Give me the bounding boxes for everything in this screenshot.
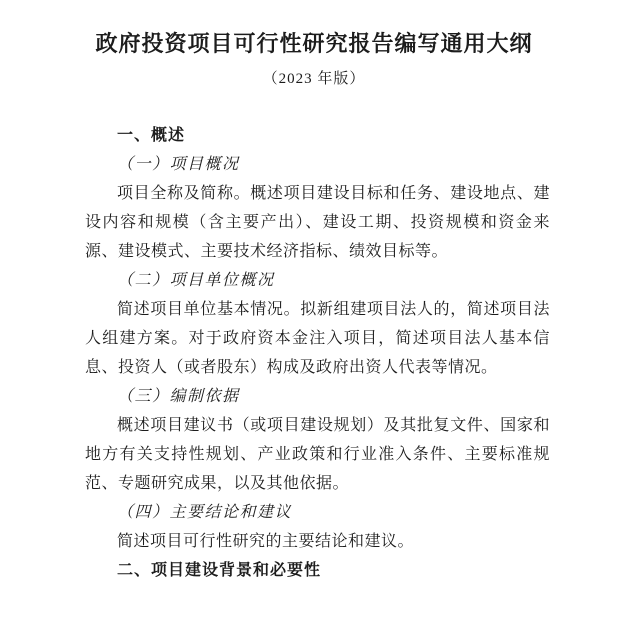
doc-title: 政府投资项目可行性研究报告编写通用大纲: [95, 31, 533, 56]
subsection-heading-compilation-basis: （三）编制依据: [117, 388, 240, 405]
doc-edition-subtitle: （2023 年版）: [262, 71, 366, 87]
subsection-heading-project-overview: （一）项目概况: [117, 156, 240, 173]
paragraph-unit-overview: 简述项目单位基本情况。拟新组建项目法人的，简述项目法人组建方案。对于政府资本金注入项目，简述项目法人基本信息、投资人（或者股东）构成及政府出资人代表等情况。: [85, 301, 550, 376]
doc-body: [85, 121, 550, 585]
section-heading-background: 二、项目建设背景和必要性: [117, 562, 322, 579]
document-page: [0, 31, 628, 623]
section-heading-overview: 一、概述: [117, 127, 186, 144]
paragraph-project-overview: 项目全称及简称。概述项目建设目标和任务、建设地点、建设内容和规模（含主要产出）、建设工期、投资规模和资金来源、建设模式、主要技术经济指标、绩效目标等。: [85, 185, 550, 260]
subsection-heading-conclusions: （四）主要结论和建议: [117, 504, 293, 521]
subsection-heading-unit-overview: （二）项目单位概况: [117, 272, 275, 289]
paragraph-compilation-basis: 概述项目建议书（或项目建设规划）及其批复文件、国家和地方有关支持性规划、产业政策和行业准入条件、主要标准规范、专题研究成果，以及其他依据。: [85, 417, 550, 492]
paragraph-conclusions: 简述项目可行性研究的主要结论和建议。: [117, 533, 415, 550]
